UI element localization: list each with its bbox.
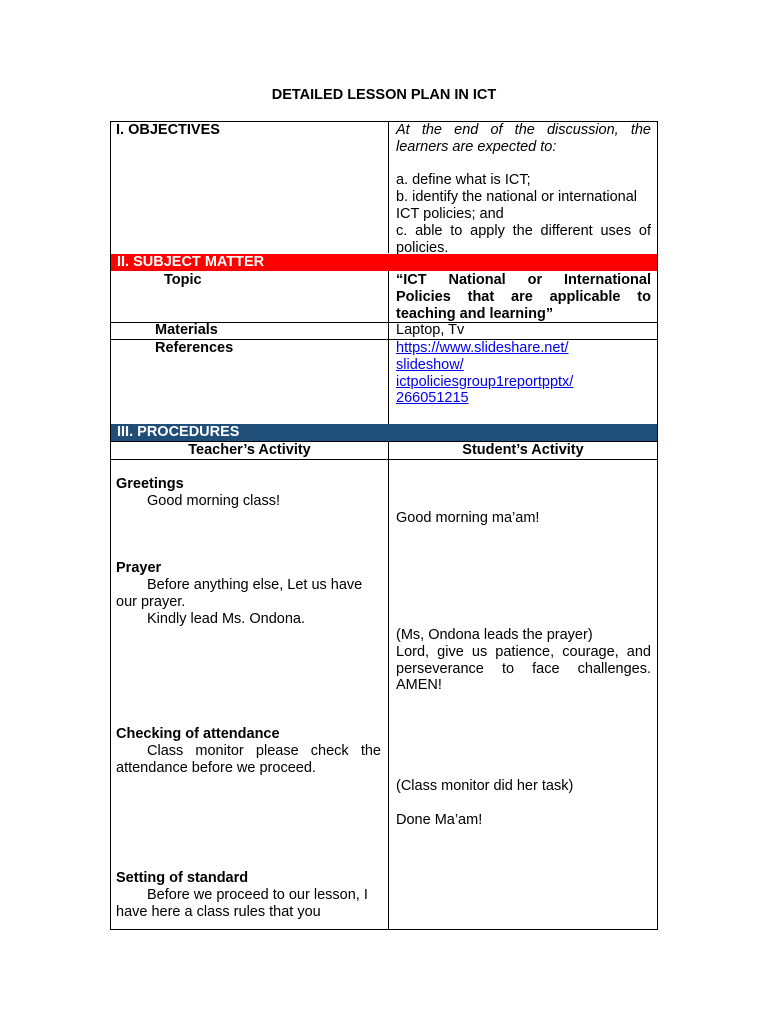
objectives-content xyxy=(396,122,651,256)
standard-teacher-text: Before we proceed to our lesson, I have here a class rules that you xyxy=(116,887,368,920)
subject-matter-band xyxy=(111,254,657,271)
objective-spacer xyxy=(396,156,651,173)
greetings-heading: Greetings xyxy=(116,476,184,492)
attendance-student-line: (Class monitor did her task) xyxy=(396,778,574,794)
student-activity-header: Student’s Activity xyxy=(462,442,584,458)
subject-matter-heading: II. SUBJECT MATTER xyxy=(117,254,265,270)
topic-line: Policies that are applicable to xyxy=(396,288,651,305)
attendance-student-text xyxy=(396,778,651,828)
greetings-teacher-text: Good morning class! xyxy=(147,493,280,509)
topic-label: Topic xyxy=(164,272,202,288)
teacher-activity-header: Teacher’s Activity xyxy=(188,442,311,458)
standard-heading: Setting of standard xyxy=(116,870,249,886)
prayer-student-line: (Ms, Ondona leads the prayer) xyxy=(396,627,593,643)
attendance-student-line: Done Ma’am! xyxy=(396,811,483,828)
column-divider xyxy=(388,121,389,253)
materials-label: Materials xyxy=(155,322,218,338)
greetings-student-text: Good morning ma’am! xyxy=(396,510,540,526)
procedures-heading: III. PROCEDURES xyxy=(117,424,240,440)
column-divider xyxy=(388,271,389,424)
topic-line: teaching and learning” xyxy=(396,305,554,322)
topic-value xyxy=(396,272,651,322)
objectives-heading: I. OBJECTIVES xyxy=(116,122,220,138)
objectives-intro: At the end of the discussion, the learners are expected to: xyxy=(396,122,651,155)
prayer-heading: Prayer xyxy=(116,560,162,576)
row-divider xyxy=(110,459,658,460)
topic-line: “ICT National or International xyxy=(396,272,651,288)
objective-item: c. able to apply the different uses of policies. xyxy=(396,222,651,256)
reference-link[interactable] xyxy=(396,340,651,407)
reference-link-line[interactable]: 266051215 xyxy=(396,390,469,407)
prayer-student-text xyxy=(396,627,651,694)
attendance-heading: Checking of attendance xyxy=(116,726,280,742)
prayer-teacher-line: Before anything else, Let us have our prayer. xyxy=(116,577,363,610)
references-label: References xyxy=(155,340,234,356)
objective-item: b. identify the national or international ICT policies; and xyxy=(396,189,638,222)
document-title: DETAILED LESSON PLAN IN ICT xyxy=(271,87,497,103)
objective-item: a. define what is ICT; xyxy=(396,172,531,189)
prayer-student-line: Lord, give us patience, courage, and perseverance to face challenges. AMEN! xyxy=(396,643,651,694)
column-divider xyxy=(388,441,389,930)
reference-link-line[interactable]: slideshow/ xyxy=(396,356,464,373)
attendance-teacher-text: Class monitor please check the attendance before we proceed. xyxy=(116,743,381,776)
reference-link-line[interactable]: https://www.slideshare.net/ xyxy=(396,340,569,356)
reference-link-line[interactable]: ictpoliciesgroup1reportpptx/ xyxy=(396,373,574,390)
prayer-teacher-line: Kindly lead Ms. Ondona. xyxy=(147,610,305,627)
procedures-band xyxy=(111,424,657,441)
attendance-spacer xyxy=(396,795,651,812)
materials-value: Laptop, Tv xyxy=(396,322,465,338)
prayer-teacher-text xyxy=(116,577,381,627)
